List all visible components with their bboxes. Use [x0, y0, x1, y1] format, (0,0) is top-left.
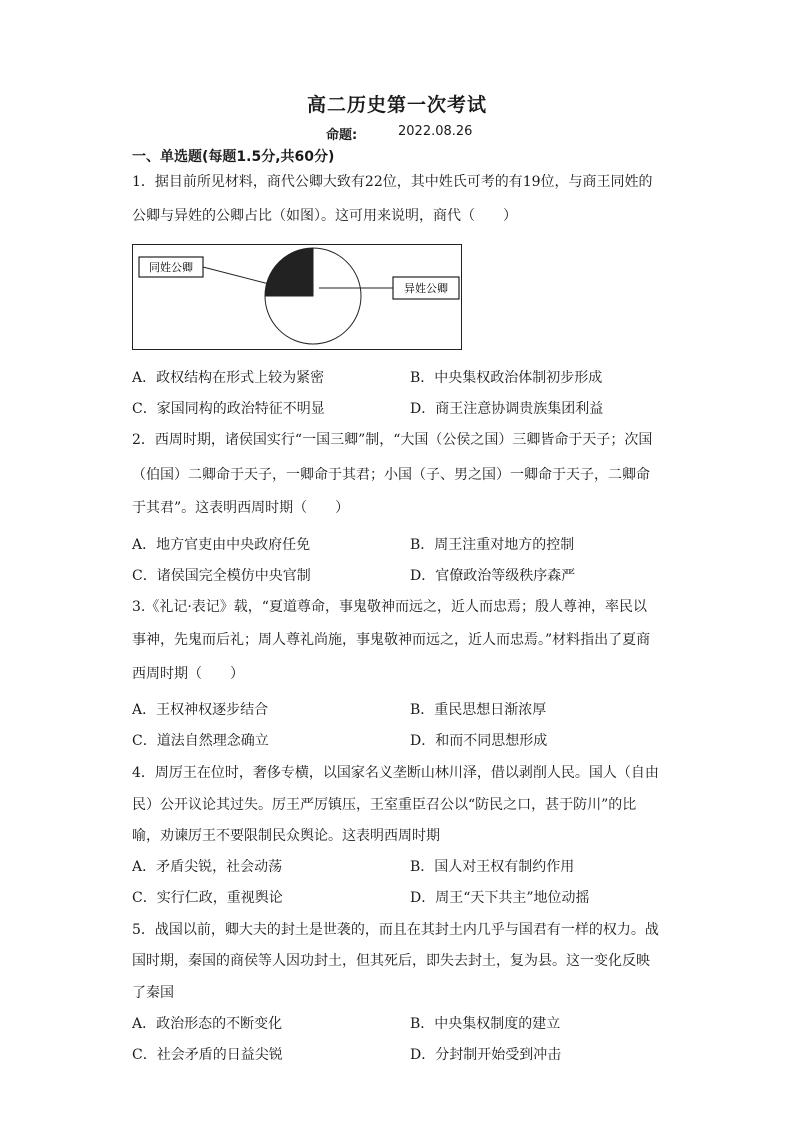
q5-option-c: C．社会矛盾的日益尖锐 [132, 1047, 283, 1063]
q5-line-1: 5．战国以前，卿大夫的封土是世袭的，而且在其封土内几乎与国君有一样的权力。战 [132, 922, 659, 938]
q5-option-b: B．中央集权制度的建立 [410, 1016, 561, 1032]
q4-line-2: 民）公开议论其过失。厉王严厉镇压，王室重臣召公以“防民之口，甚于防川”的比 [132, 797, 637, 813]
q2-option-b: B．周王注重对地方的控制 [410, 537, 575, 553]
exam-date: 2022.08.26 [398, 124, 473, 139]
leader-line-same-surname [203, 267, 273, 285]
q3-option-d: D．和而不同思想形成 [410, 733, 548, 749]
q4-option-c: C．实行仁政，重视舆论 [132, 890, 283, 906]
q3-line-2: 事神，先鬼而后礼；周人尊礼尚施，事鬼敬神而远之，近人而忠焉。”材料指出了夏商 [132, 632, 651, 648]
q2-option-d: D．官僚政治等级秩序森严 [410, 568, 576, 584]
q3-line-1: 3.《礼记·表记》载，“夏道尊命，事鬼敬神而远之，近人而忠焉；殷人尊神，率民以 [132, 599, 647, 615]
q3-option-c: C．道法自然理念确立 [132, 733, 269, 749]
q3-option-a: A．王权神权逐步结合 [132, 702, 269, 718]
q5-option-d: D．分封制开始受到冲击 [410, 1047, 562, 1063]
pie-chart-frame [132, 244, 462, 350]
pie-label-same-surname: 同姓公卿 [149, 261, 193, 274]
section-heading: 一、单选题(每题1.5分,共60分) [132, 149, 335, 165]
q1-option-c: C．家国同构的政治特征不明显 [132, 401, 325, 417]
q4-option-a: A．矛盾尖锐，社会动荡 [132, 859, 283, 875]
q5-line-2: 国时期，秦国的商侯等人因功封土，但其死后，即失去封土，复为县。这一变化反映 [132, 953, 650, 969]
q1-line-1: 1．据目前所见材料，商代公卿大致有22位，其中姓氏可考的有19位，与商王同姓的 [132, 174, 653, 190]
pie-label-different-surname: 异姓公卿 [404, 282, 448, 295]
pie-chart [133, 245, 460, 348]
q3-option-b: B．重民思想日渐浓厚 [410, 702, 547, 718]
q1-option-b: B．中央集权政治体制初步形成 [410, 370, 603, 386]
q1-line-2: 公卿与异姓的公卿占比（如图）。这可用来说明，商代（ ） [132, 208, 517, 224]
exam-title: 高二历史第一次考试 [306, 94, 487, 116]
q5-option-a: A．政治形态的不断变化 [132, 1016, 283, 1032]
q2-option-c: C．诸侯国完全模仿中央官制 [132, 568, 311, 584]
q2-line-3: 于其君”。这表明西周时期（ ） [132, 500, 350, 516]
q2-line-2: （伯国）二卿命于天子，一卿命于其君；小国（子、男之国）一卿命于天子，二卿命 [132, 467, 650, 483]
q1-option-a: A．政权结构在形式上较为紧密 [132, 370, 325, 386]
author-label: 命题: [326, 128, 358, 143]
q2-option-a: A．地方官吏由中央政府任免 [132, 537, 311, 553]
q4-option-b: B．国人对王权有制约作用 [410, 859, 575, 875]
q2-line-1: 2．西周时期，诸侯国实行“一国三卿”制，“大国（公侯之国）三卿皆命于天子；次国 [132, 432, 653, 448]
q4-line-1: 4．周厉王在位时，奢侈专横，以国家名义垄断山林川泽，借以剥削人民。国人（自由 [132, 765, 659, 781]
q1-option-d: D．商王注意协调贵族集团利益 [410, 401, 604, 417]
q4-option-d: D．周王“天下共主”地位动摇 [410, 890, 590, 906]
q4-line-3: 喻，劝谏厉王不要限制民众舆论。这表明西周时期 [132, 828, 440, 844]
q3-line-3: 西周时期（ ） [132, 666, 244, 682]
q5-line-3: 了秦国 [132, 985, 174, 1001]
pie-slice-same-surname [265, 248, 313, 296]
